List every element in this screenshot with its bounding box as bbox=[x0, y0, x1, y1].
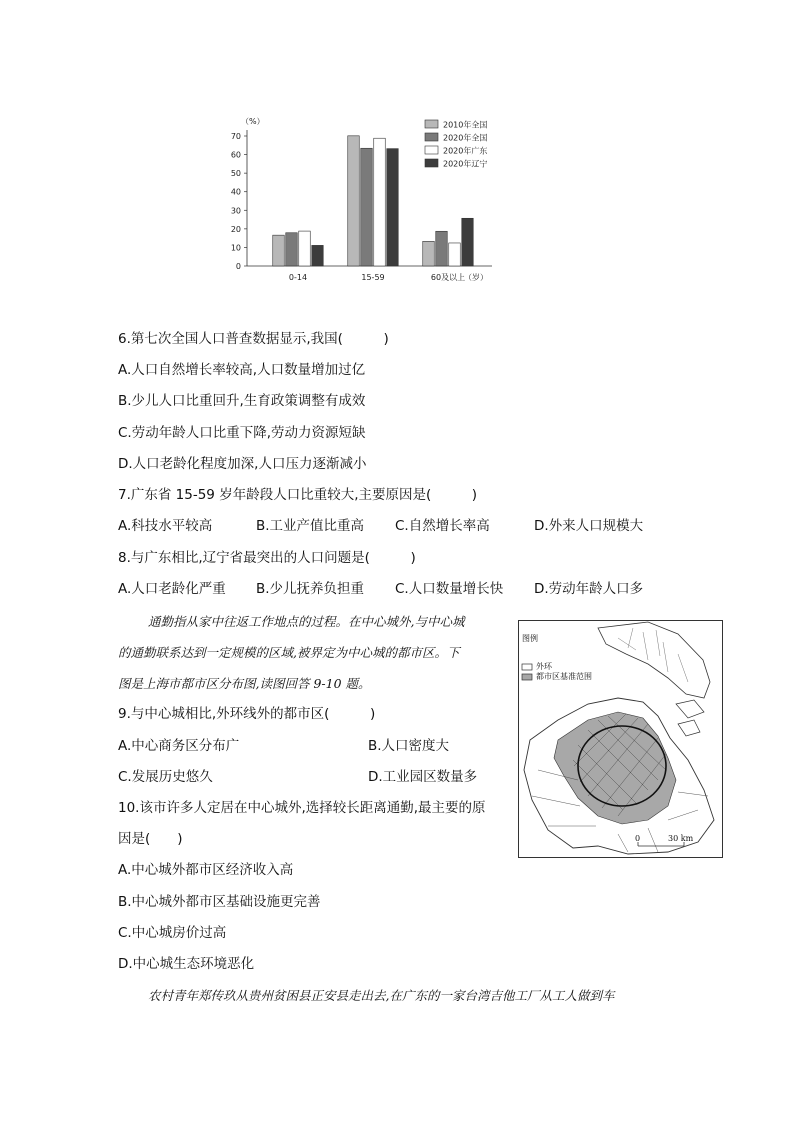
y-tick-label: 30 bbox=[230, 206, 241, 216]
population-age-chart bbox=[225, 108, 505, 288]
bar bbox=[299, 231, 311, 266]
x-tick-label: 15-59 bbox=[361, 273, 385, 282]
bar bbox=[286, 233, 298, 266]
bar bbox=[387, 149, 399, 266]
map-legend-metro: 都市区基准范围 bbox=[536, 672, 592, 681]
bar bbox=[361, 148, 373, 266]
question-7-stem: 7.广东省 15-59 岁年龄段人口比重较大,主要原因是( ) bbox=[118, 487, 478, 503]
question-10-stem-line-2: 因是( ) bbox=[118, 831, 183, 847]
legend-label: 2010年全国 bbox=[443, 120, 488, 130]
legend-swatch bbox=[425, 133, 438, 141]
legend-swatch bbox=[425, 159, 438, 167]
legend-swatch bbox=[425, 146, 438, 154]
question-8-option-a: A.人口老龄化严重 bbox=[118, 581, 226, 597]
bar bbox=[462, 218, 474, 266]
map-scale-zero: 0 bbox=[635, 834, 641, 843]
legend-label: 2020年全国 bbox=[443, 133, 488, 143]
question-9-option-a: A.中心商务区分布广 bbox=[118, 738, 240, 754]
legend-outer-ring-swatch bbox=[522, 664, 532, 670]
question-9-option-b: B.人口密度大 bbox=[368, 738, 450, 754]
question-10-option-d: D.中心城生态环境恶化 bbox=[118, 956, 255, 972]
y-tick-label: 10 bbox=[230, 243, 241, 253]
question-7-option-a: A.科技水平较高 bbox=[118, 518, 213, 534]
question-10-option-b: B.中心城外都市区基础设施更完善 bbox=[118, 894, 321, 910]
y-tick-label: 0 bbox=[235, 262, 241, 271]
bar bbox=[436, 231, 448, 266]
legend-metro-swatch bbox=[522, 674, 532, 680]
question-8-option-d: D.劳动年龄人口多 bbox=[534, 581, 644, 597]
bar bbox=[423, 241, 435, 266]
map-legend-title: 图例 bbox=[522, 634, 538, 643]
y-tick-label: 70 bbox=[230, 132, 241, 141]
map-scale-end: 30 km bbox=[668, 834, 694, 843]
question-8-option-b: B.少儿抚养负担重 bbox=[256, 581, 365, 597]
question-7-option-b: B.工业产值比重高 bbox=[256, 518, 365, 534]
question-9-option-d: D.工业园区数量多 bbox=[368, 769, 478, 785]
passage-2-line-1: 农村青年郑传玖从贵州贫困县正安县走出去,在广东的一家台湾吉他工厂从工人做到车 bbox=[148, 988, 615, 1003]
question-6-stem: 6.第七次全国人口普查数据显示,我国( ) bbox=[118, 331, 389, 347]
passage-line-1: 通勤指从家中往返工作地点的过程。在中心城外,与中心城 bbox=[148, 614, 465, 629]
question-6-option-d: D.人口老龄化程度加深,人口压力逐渐减小 bbox=[118, 456, 367, 472]
legend-label: 2020年辽宁 bbox=[443, 159, 488, 169]
passage-line-2: 的通勤联系达到一定规模的区域,被界定为中心城的都市区。下 bbox=[118, 645, 460, 660]
bar-chart-svg bbox=[225, 108, 505, 288]
legend-label: 2020年广东 bbox=[443, 146, 488, 156]
question-6-option-c: C.劳动年龄人口比重下降,劳动力资源短缺 bbox=[118, 425, 366, 441]
question-10-option-c: C.中心城房价过高 bbox=[118, 925, 227, 941]
y-tick-label: 20 bbox=[230, 224, 241, 234]
y-unit-label: （%） bbox=[241, 117, 265, 126]
y-tick-label: 50 bbox=[230, 169, 241, 179]
x-tick-label: 60及以上 bbox=[430, 273, 466, 282]
question-6-option-b: B.少儿人口比重回升,生育政策调整有成效 bbox=[118, 393, 366, 409]
y-tick-label: 40 bbox=[230, 187, 241, 197]
question-8-stem: 8.与广东相比,辽宁省最突出的人口问题是( ) bbox=[118, 550, 416, 566]
question-10-option-a: A.中心城外都市区经济收入高 bbox=[118, 862, 294, 878]
bar bbox=[312, 245, 324, 266]
map-legend-outer-ring: 外环 bbox=[536, 662, 552, 671]
question-6-option-a: A.人口自然增长率较高,人口数量增加过亿 bbox=[118, 362, 366, 378]
bar bbox=[273, 235, 285, 266]
map-figure bbox=[518, 620, 723, 858]
x-tick-label: 0-14 bbox=[288, 273, 308, 282]
passage-line-3: 图是上海市都市区分布图,读图回答 9-10 题。 bbox=[118, 676, 371, 691]
question-7-option-d: D.外来人口规模大 bbox=[534, 518, 644, 534]
question-9-stem: 9.与中心城相比,外环线外的都市区( ) bbox=[118, 706, 376, 722]
question-7-option-c: C.自然增长率高 bbox=[395, 518, 490, 534]
question-9-option-c: C.发展历史悠久 bbox=[118, 769, 213, 785]
y-tick-label: 60 bbox=[230, 150, 241, 160]
bar bbox=[449, 243, 461, 266]
question-10-stem-line-1: 10.该市许多人定居在中心城外,选择较长距离通勤,最主要的原 bbox=[118, 800, 486, 816]
shanghai-metro-map bbox=[518, 620, 723, 858]
bar bbox=[348, 136, 360, 266]
legend-swatch bbox=[425, 120, 438, 128]
question-8-option-c: C.人口数量增长快 bbox=[395, 581, 504, 597]
x-unit-label: （岁） bbox=[464, 273, 488, 282]
bar bbox=[374, 138, 386, 266]
